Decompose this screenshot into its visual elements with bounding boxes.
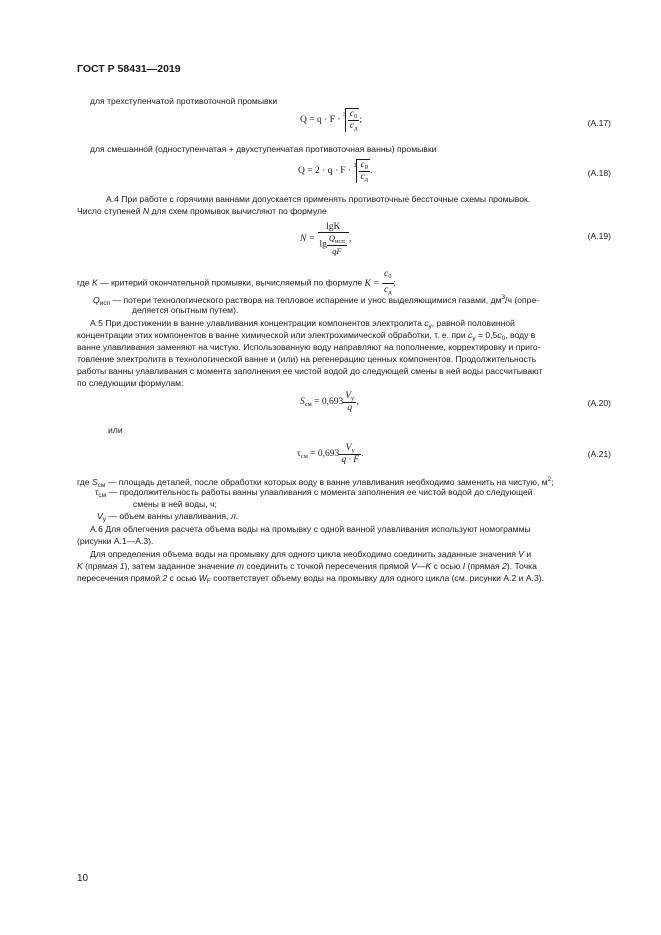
a4-line2: Число ступеней N для схем промывок вычисляют по формуле	[77, 206, 327, 216]
eq-number-a18: (A.18)	[587, 168, 611, 178]
eq-number-a19: (A.19)	[587, 231, 611, 241]
last-line2: K (прямая 1), затем заданное значение m соединить с точкой пересечения прямой V—K с осью I (прямая 2). Точка	[77, 561, 537, 571]
last-line1: Для определения объема воды на промывку для одного цикла необходимо соединить заданные значения V и	[90, 549, 532, 559]
formula-a21: $\tau_{см} = 0,693$ $\frac{V_y}{q \cdot F}$ .	[297, 443, 364, 465]
a4-line1: А.4 При работе с горячими ваннами допускается применять противоточные бессточные схемы промывок.	[106, 194, 531, 204]
eq-number-a17: (A.17)	[587, 118, 611, 128]
def-q-isp-cont: деляется опытным путем).	[132, 305, 239, 315]
a5-line3: ванне улавливания заменяют на чистую. Использованную воду направляют на пополнение, корректировку и приго-	[77, 342, 541, 352]
a5-line1: А.5 При достижении в ванне улавливания концентрации компонентов электролита $c_y$, равной половинной	[90, 318, 515, 330]
page-header: ГОСТ Р 58431—2019	[77, 63, 181, 75]
def-tau-cont: смены в ней воды, ч;	[133, 499, 217, 509]
eq-number-a21: (A.21)	[587, 449, 611, 459]
formula-a20: $S_{см} = 0,693$ $\frac{V_y}{q}$ ,	[300, 391, 359, 413]
a17-intro: для трехступенчатой противоточной промывки	[90, 96, 278, 106]
eq-number-a20: (A.20)	[587, 398, 611, 408]
formula-a17: Q = q · F · $^3$ $\frac{c_0}{c_д}$ ;	[300, 109, 363, 132]
a6-line2: (рисунки А.1—А.3).	[77, 536, 154, 546]
last-line3: пересечения прямой 2 с осью $W_F$ соответствует объему воды на промывку для одного цикла (см. рисунки А.2 и А.3).	[77, 573, 544, 585]
page-number: 10	[77, 873, 89, 884]
or-text: или	[108, 425, 123, 435]
where-k: где K — критерий окончательной промывки, вычисляемый по формуле K = $\frac{c_0}{c_д}$ ;	[77, 269, 396, 296]
formula-a19: N = lgK lg $\frac{Q_{исп}}{qF}$ ,	[300, 222, 352, 256]
def-tau: $\tau_{см}$ — продолжительность работы ванны улавливания с момента заполнения ее чистой водой до следующей	[95, 487, 533, 499]
where-s: где $S_{см}$ — площадь деталей, после обработки которых воду в ванне улавливания необходимо заменить на чистую, $м^2$;	[77, 476, 554, 489]
a5-line6: по следующим формулам:	[77, 378, 184, 388]
a18-intro: для смешанной (одноступенчатая + двухступенчатая противоточная ванны) промывки	[90, 144, 437, 154]
a5-line4: товление электролита в технологической ванне и (или) на регенерацию ценных компонентов. Продолжительность	[77, 354, 537, 364]
a5-line5: работы ванны улавливания с момента заполнения ее чистой водой до следующей смены в ней воды рассчитывают	[77, 366, 543, 376]
def-q-isp: $Q_{исп}$ — потери технологического раствора на тепловое испарение и унос выделяющимися газами, $дм^3/ч$ (опре-	[93, 294, 540, 307]
a5-line2: концентрации этих компонентов в ванне химической или электрохимической обработки, т. е. при $c_y = 0,5c_0$, воду в	[77, 330, 536, 342]
def-vy: $V_y$ — объем ванны улавливания, л.	[97, 511, 239, 523]
a6-line1: А.6 Для облегчения расчета объема воды на промывку с одной ванной улавливания используют номограммы	[90, 524, 531, 534]
formula-a18: Q = 2 · q · F · $^3$ $\frac{c_0}{c_д}$ .	[298, 160, 373, 183]
